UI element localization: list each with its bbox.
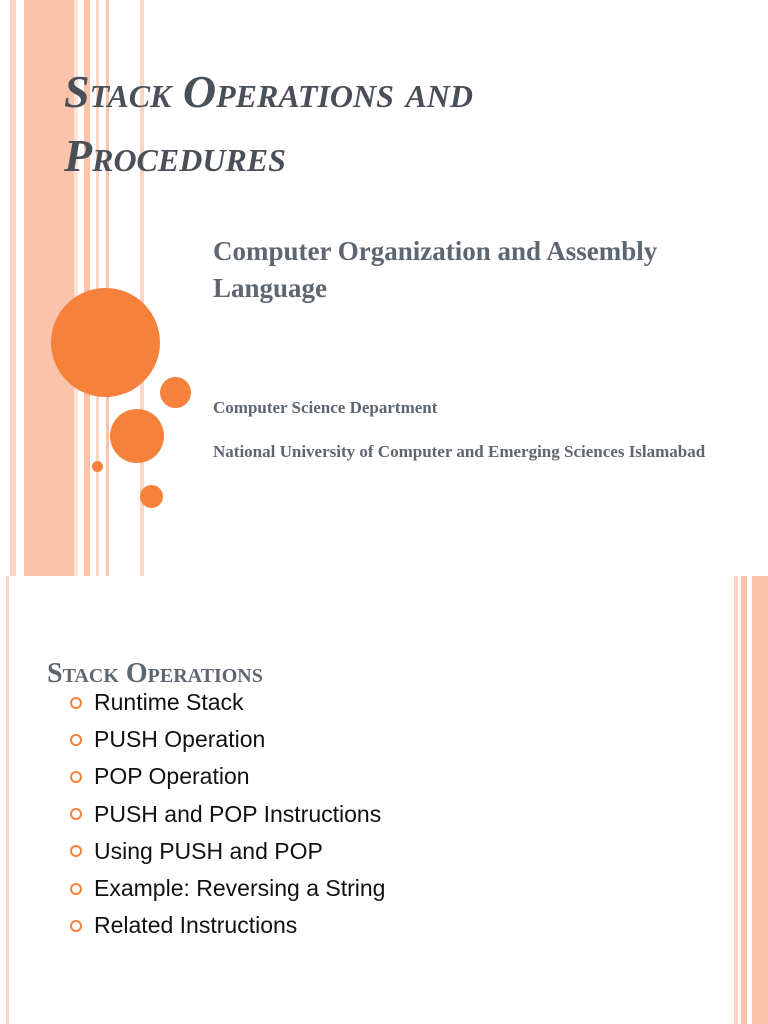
decorative-circle (110, 409, 164, 463)
list-item: Related Instructions (70, 907, 385, 944)
bullet-icon (70, 883, 82, 895)
decorative-stripe (741, 576, 747, 1024)
decorative-circle (140, 485, 163, 508)
list-item: POP Operation (70, 758, 385, 795)
bullet-list (70, 684, 385, 944)
list-item: Example: Reversing a String (70, 870, 385, 907)
slide-title: Stack Operations and Procedures (64, 66, 474, 181)
list-item: PUSH and POP Instructions (70, 796, 385, 833)
decorative-stripe (734, 576, 738, 1024)
content-slide (0, 576, 768, 1024)
list-item: Using PUSH and POP (70, 833, 385, 870)
list-item: PUSH Operation (70, 721, 385, 758)
slide-title: Stack Operations (47, 658, 263, 689)
bullet-icon (70, 845, 82, 857)
bullet-icon (70, 734, 82, 746)
decorative-circle (92, 461, 103, 472)
bullet-icon (70, 920, 82, 932)
bullet-icon (70, 771, 82, 783)
decorative-stripe (10, 0, 16, 576)
list-item: Runtime Stack (70, 684, 385, 721)
slide-subtitle: Computer Organization and Assembly Language (213, 236, 658, 303)
decorative-circle-large (51, 288, 160, 397)
bullet-icon (70, 808, 82, 820)
bullet-icon (70, 697, 82, 709)
decorative-stripe (752, 576, 768, 1024)
university-label: National University of Computer and Emerging Sciences Islamabad (213, 442, 706, 461)
department-label: Computer Science Department (213, 398, 438, 417)
decorative-stripe (6, 576, 9, 1024)
decorative-circle (160, 377, 191, 408)
